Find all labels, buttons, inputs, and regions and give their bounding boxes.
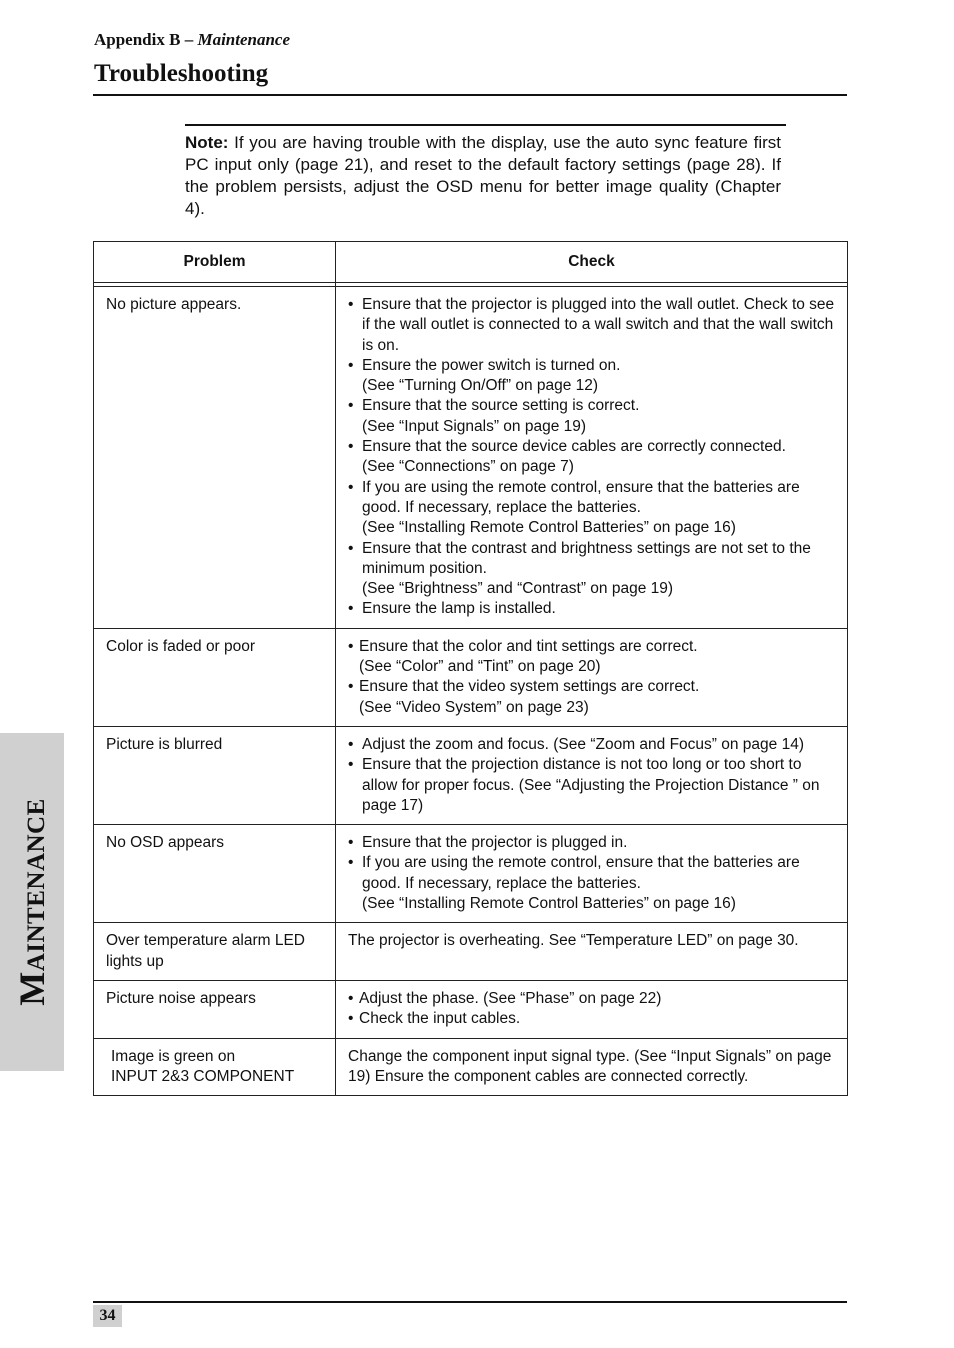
check-reference: (See “Input Signals” on page 19) — [362, 417, 587, 435]
check-item: • Ensure that the projection distance is not too long or too short to allow for proper focus. (See “Adjusting the Projection Distance ” on page 17) — [348, 755, 841, 816]
problem-cell: No OSD appears — [94, 825, 336, 923]
problem-cell: Color is faded or poor — [94, 628, 336, 726]
table-row — [94, 628, 848, 726]
check-item: • Adjust the phase. (See “Phase” on page 22) — [348, 989, 841, 1009]
problem-cell: Picture is blurred — [94, 726, 336, 824]
problem-cell — [94, 1038, 336, 1096]
page-number: 34 — [93, 1305, 122, 1327]
check-reference: (See “Color” and “Tint” on page 20) — [359, 658, 601, 676]
check-item: • Ensure the power switch is turned on. (See “Turning On/Off” on page 12) — [348, 356, 841, 397]
problem-line: Image is green on — [111, 1047, 236, 1065]
problem-line: INPUT 2&3 COMPONENT — [111, 1067, 295, 1085]
table-row — [94, 980, 848, 1038]
check-reference: (See “Video System” on page 23) — [359, 698, 589, 716]
problem-cell: Over temperature alarm LED lights up — [94, 923, 336, 981]
check-reference: (See “Brightness” and “Contrast” on page 19) — [362, 580, 674, 598]
check-cell — [336, 628, 848, 726]
footer-rule — [93, 1301, 847, 1303]
problem-cell: Picture noise appears — [94, 980, 336, 1038]
running-header — [94, 30, 290, 50]
table-row — [94, 825, 848, 923]
table-header-row — [94, 242, 848, 283]
check-reference: (See “Connections” on page 7) — [362, 458, 574, 476]
check-cell — [336, 825, 848, 923]
check-text: The projector is overheating. See “Temperature LED” on page 30. — [348, 932, 799, 950]
note-box — [185, 124, 786, 220]
check-item: • Ensure that the projector is plugged into the wall outlet. Check to see if the wall outlet is connected to a wall switch and that the wall switch is on. — [348, 295, 841, 356]
chapter-side-tab — [0, 733, 64, 1071]
check-item: • Adjust the zoom and focus. (See “Zoom and Focus” on page 14) — [348, 735, 841, 755]
check-list — [348, 735, 841, 816]
column-header-problem: Problem — [94, 242, 336, 283]
appendix-label: Appendix B – — [94, 30, 194, 49]
check-text: Change the component input signal type. (See “Input Signals” on page 19) Ensure the component cables are connected correctly. — [348, 1047, 832, 1085]
title-rule — [93, 94, 847, 96]
note-paragraph — [185, 132, 786, 220]
side-tab-label: Maintenance — [12, 798, 52, 1006]
check-item: • Ensure that the source device cables are correctly connected. (See “Connections” on page 7) — [348, 437, 841, 478]
table-row — [94, 1038, 848, 1096]
check-list — [348, 637, 841, 718]
check-cell — [336, 923, 848, 981]
check-reference: (See “Turning On/Off” on page 12) — [362, 377, 599, 395]
check-cell — [336, 1038, 848, 1096]
note-label: Note: — [185, 133, 229, 152]
table-row — [94, 726, 848, 824]
check-list — [348, 989, 841, 1030]
check-item: • If you are using the remote control, ensure that the batteries are good. If necessary, replace the batteries. (See “Installing Remote Control Batteries” on page 16) — [348, 853, 841, 914]
check-cell — [336, 980, 848, 1038]
check-item: • Check the input cables. — [348, 1009, 841, 1029]
problem-cell: No picture appears. — [94, 287, 336, 629]
check-list — [348, 833, 841, 914]
check-item: • Ensure the lamp is installed. — [348, 599, 841, 619]
page-title: Troubleshooting — [94, 60, 269, 87]
check-reference: (See “Installing Remote Control Batteries” on page 16) — [362, 895, 736, 913]
check-reference: (See “Installing Remote Control Batteries” on page 16) — [362, 519, 736, 537]
column-header-check: Check — [336, 242, 848, 283]
note-body: If you are having trouble with the display, use the auto sync feature first PC input only (page 21), and reset to the default factory settings (page 28). If the problem persists, adjust the OSD menu for better image quality (Chapter 4). — [185, 133, 781, 218]
check-item: • Ensure that the color and tint settings are correct. (See “Color” and “Tint” on page 20) — [348, 637, 841, 678]
check-item: • Ensure that the projector is plugged in. — [348, 833, 841, 853]
table-row — [94, 923, 848, 981]
check-cell — [336, 287, 848, 629]
check-item: • Ensure that the source setting is correct. (See “Input Signals” on page 19) — [348, 396, 841, 437]
check-item: • Ensure that the video system settings are correct. (See “Video System” on page 23) — [348, 677, 841, 718]
appendix-section: Maintenance — [197, 30, 291, 49]
check-list — [348, 295, 841, 620]
troubleshooting-table — [93, 241, 848, 1096]
check-cell — [336, 726, 848, 824]
check-item: • If you are using the remote control, ensure that the batteries are good. If necessary, replace the batteries. (See “Installing Remote Control Batteries” on page 16) — [348, 478, 841, 539]
table-row — [94, 287, 848, 629]
check-item: • Ensure that the contrast and brightness settings are not set to the minimum position. (See “Brightness” and “Contrast” on page 19) — [348, 539, 841, 600]
